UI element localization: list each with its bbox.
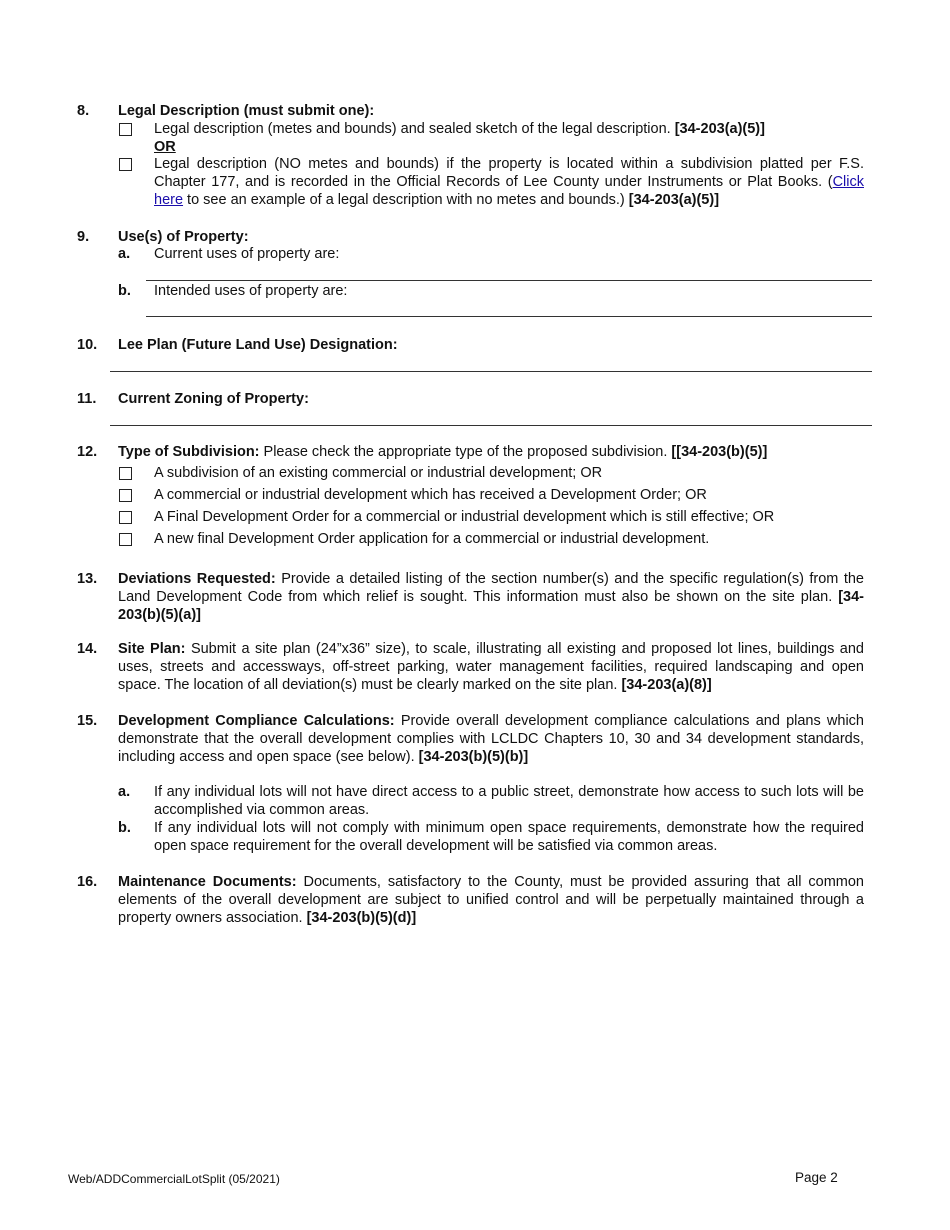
- current-uses-label: Current uses of property are:: [154, 246, 340, 262]
- legal-desc-option-2: [154, 155, 864, 209]
- subdivision-type-option: A new final Development Order application for a commercial or industrial development.: [154, 531, 710, 547]
- subdivision-type-option: A Final Development Order for a commercial or industrial development which is still effective; OR: [154, 509, 775, 525]
- option-text: Legal description (NO metes and bounds) if the property is located within a subdivision platted per F.S. Chapter 177, and is recorded in the Official Records of Lee County under Instruments or Plat Books. (: [154, 156, 864, 190]
- legal-desc-no-metes-checkbox[interactable]: [119, 158, 132, 171]
- legal-desc-metes-checkbox[interactable]: [119, 123, 132, 136]
- section-10-title: Lee Plan (Future Land Use) Designation:: [118, 337, 398, 353]
- intended-uses-label: Intended uses of property are:: [154, 283, 348, 299]
- intended-uses-field[interactable]: [146, 316, 872, 317]
- current-zoning-field[interactable]: [110, 425, 872, 426]
- section-15-text: [118, 712, 864, 766]
- click-here-link[interactable]: Click here: [154, 174, 864, 208]
- section-10-number: 10.: [77, 337, 98, 353]
- subdivision-type-checkbox[interactable]: [119, 533, 132, 546]
- access-requirement-text: If any individual lots will not have direct access to a public street, demonstrate how access to such lots will be accomplished via common areas.: [154, 784, 864, 818]
- section-title: Deviations Requested:: [118, 571, 276, 587]
- section-text: Submit a site plan (24”x36” size), to scale, illustrating all existing and proposed lot lines, buildings and uses, streets and accessways, off-street parking, water management facilities, required landscaping and open space. The location of all deviation(s) must be clearly marked on the site plan.: [118, 641, 865, 693]
- section-13-number: 13.: [77, 571, 98, 587]
- item-a-label: a.: [118, 246, 131, 262]
- subdivision-type-checkbox[interactable]: [119, 511, 132, 524]
- section-text: Documents, satisfactory to the County, must be provided assuring that all common elements of the overall development are subject to unified control and will be perpetually maintained through a property owners association.: [118, 874, 864, 926]
- section-14-text: [118, 640, 864, 694]
- legal-desc-option-1: [154, 120, 864, 138]
- section-9-number: 9.: [77, 229, 90, 245]
- future-land-use-field[interactable]: [110, 371, 872, 372]
- section-12-number: 12.: [77, 444, 98, 460]
- code-reference: [[34-203(b)(5)]: [671, 444, 768, 460]
- or-label: [154, 138, 864, 156]
- section-11-title: Current Zoning of Property:: [118, 391, 309, 407]
- section-text: Please check the appropriate type of the proposed subdivision.: [259, 444, 672, 460]
- section-title: Maintenance Documents:: [118, 874, 297, 890]
- section-text: Provide a detailed listing of the section number(s) and the specific regulation(s) from the Land Development Code from which relief is sought. This information must also be shown on the site plan.: [118, 571, 864, 605]
- section-11-number: 11.: [77, 391, 97, 407]
- section-8-title: Legal Description (must submit one):: [118, 103, 375, 119]
- item-b-label: b.: [118, 820, 131, 836]
- section-title: Development Compliance Calculations:: [118, 713, 395, 729]
- code-reference: [34-203(b)(5)(b)]: [418, 749, 529, 765]
- item-b-label: b.: [118, 283, 131, 299]
- section-16-text: [118, 873, 864, 927]
- code-reference: [34-203(a)(8)]: [621, 677, 712, 693]
- code-reference: [34-203(b)(5)(d)]: [306, 910, 417, 926]
- section-13-text: [118, 570, 864, 624]
- code-reference: [34-203(b)(5)(a)]: [118, 589, 864, 623]
- section-12-text: [118, 443, 864, 461]
- footer-page-number: Page 2: [795, 1170, 838, 1185]
- section-text: Provide overall development compliance calculations and plans which demonstrate that the overall development complies with LCLDC Chapters 10, 30 and 34 development standards, including access and open space (see below).: [118, 713, 864, 765]
- section-15-number: 15.: [77, 713, 98, 729]
- item-a-label: a.: [118, 784, 131, 800]
- section-title: Site Plan:: [118, 641, 186, 657]
- section-title: Type of Subdivision:: [118, 444, 260, 460]
- open-space-requirement-text: If any individual lots will not comply with minimum open space requirements, demonstrate how the required open space requirement for the overall development will be satisfied via common areas.: [154, 820, 864, 854]
- or-text: OR: [154, 139, 176, 155]
- subdivision-type-option: A subdivision of an existing commercial or industrial development; OR: [154, 465, 603, 481]
- subdivision-type-option: A commercial or industrial development which has received a Development Order; OR: [154, 487, 707, 503]
- section-16-number: 16.: [77, 874, 98, 890]
- current-uses-field[interactable]: [146, 280, 872, 281]
- section-14-number: 14.: [77, 641, 98, 657]
- code-reference: [34-203(a)(5)]: [628, 192, 720, 208]
- option-text-cont: to see an example of a legal description with no metes and bounds.): [183, 192, 625, 208]
- option-text: Legal description (metes and bounds) and sealed sketch of the legal description.: [154, 121, 671, 137]
- code-reference: [34-203(a)(5)]: [674, 121, 765, 137]
- section-8-number: 8.: [77, 103, 90, 119]
- footer-form-id: Web/ADDCommercialLotSplit (05/2021): [68, 1172, 280, 1186]
- subdivision-type-checkbox[interactable]: [119, 467, 132, 480]
- subdivision-type-checkbox[interactable]: [119, 489, 132, 502]
- section-9-title: Use(s) of Property:: [118, 229, 249, 245]
